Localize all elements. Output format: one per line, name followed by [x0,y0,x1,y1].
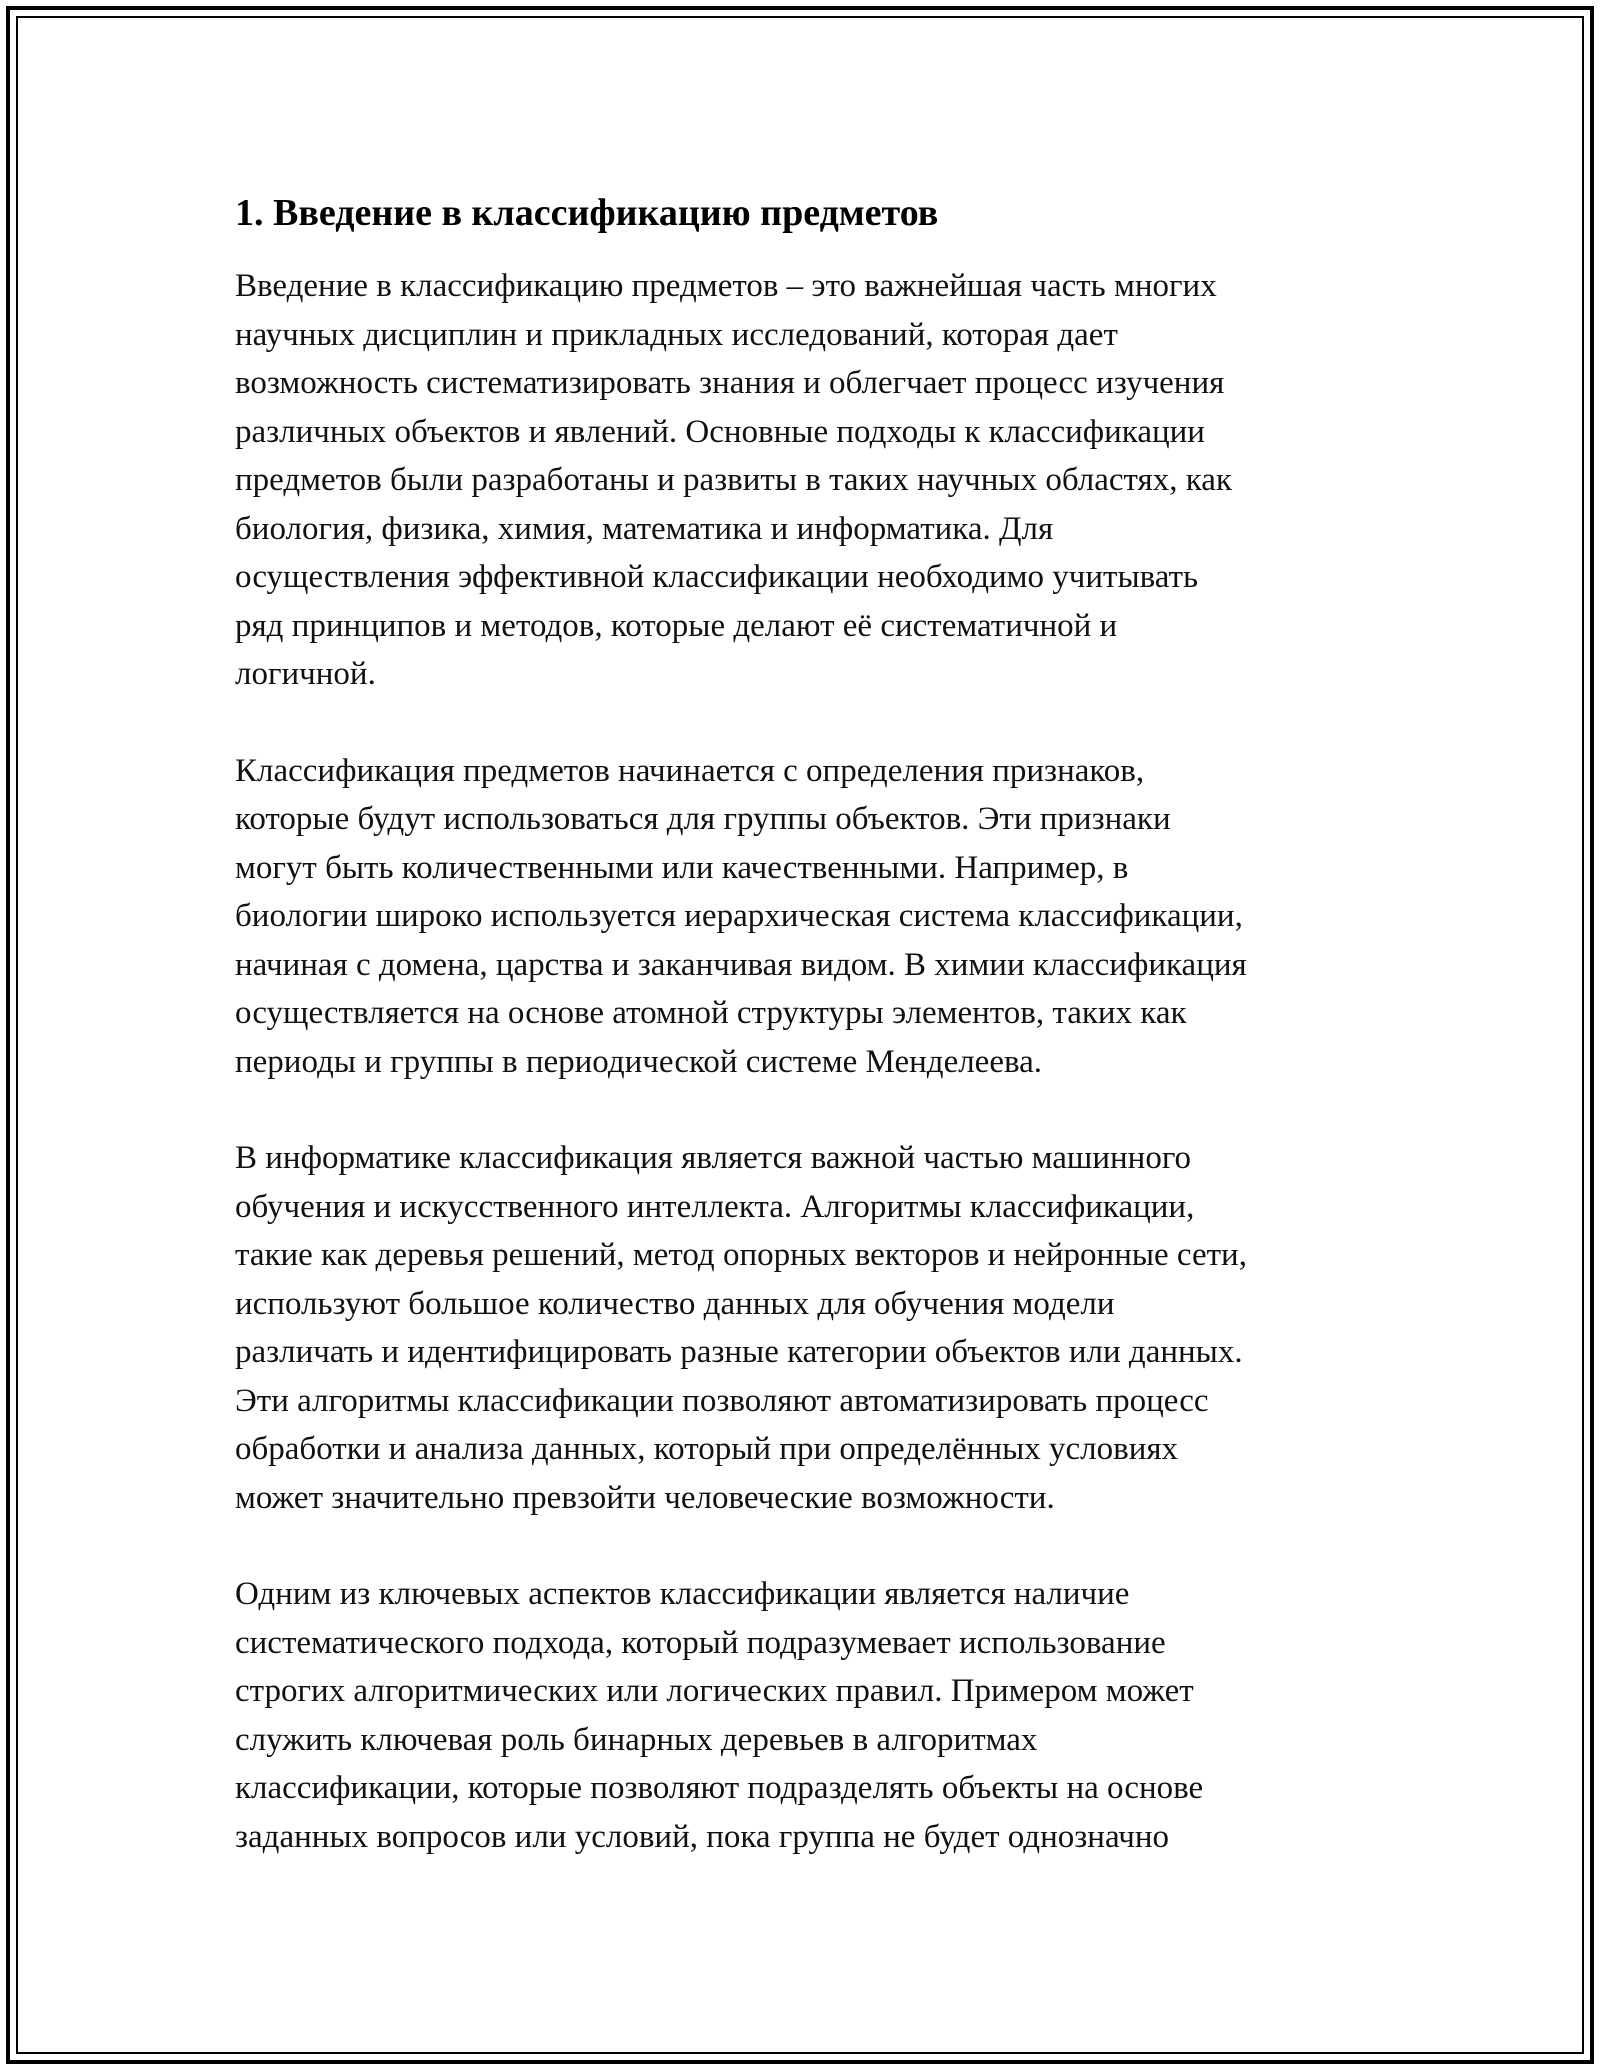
paragraph-line: Введение в классификацию предметов – это важнейшая часть многих [235,268,1217,304]
paragraph-line: обучения и искусственного интеллекта. Алгоритмы классификации, [235,1188,1195,1225]
paragraph-line: биологии широко используется иерархическая система классификации, [235,898,1243,934]
paragraph-line: начиная с домена, царства и заканчивая видом. В химии классификация [235,946,1247,983]
paragraph-line: различать и идентифицировать разные категории объектов или данных. [235,1334,1243,1370]
paragraph-line: которые будут использоваться для группы объектов. Эти признаки [235,801,1171,837]
paragraph-line: могут быть количественными или качественными. Например, в [235,849,1129,886]
paragraph-1 [235,262,1370,699]
paragraph-line: периоды и группы в периодической системе Менделеева. [235,1043,1043,1080]
paragraph-line: биология, физика, химия, математика и информатика. Для [235,510,1054,547]
paragraph-line: систематического подхода, который подразумевает использование [235,1624,1166,1661]
paragraph-2 [235,747,1370,1087]
paragraph-line: классификации, которые позволяют подразделять объекты на основе [235,1770,1204,1806]
paragraph-line: возможность систематизировать знания и облегчает процесс изучения [235,365,1225,401]
section-heading: 1. Введение в классификацию предметов [235,192,939,234]
paragraph-line: такие как деревья решений, метод опорных векторов и нейронные сети, [235,1237,1247,1273]
paragraph-line: различных объектов и явлений. Основные подходы к классификации [235,413,1205,450]
paragraph-line: строгих алгоритмических или логических правил. Примером может [235,1673,1194,1709]
paragraph-line: осуществляется на основе атомной структуры элементов, таких как [235,995,1187,1031]
paragraph-line: логичной. [235,656,376,692]
paragraph-line: осуществления эффективной классификации необходимо учитывать [235,559,1199,595]
paragraph-4 [235,1570,1370,1861]
paragraph-line: научных дисциплин и прикладных исследований, которая дает [235,316,1118,353]
paragraph-line: Классификация предметов начинается с определения признаков, [235,752,1145,789]
document-body [235,188,1370,1861]
paragraph-line: служить ключевая роль бинарных деревьев в алгоритмах [235,1721,1038,1758]
paragraph-line: предметов были разработаны и развиты в таких научных областях, как [235,462,1232,498]
paragraph-line: заданных вопросов или условий, пока группа не будет однозначно [235,1818,1170,1855]
paragraph-line: Одним из ключевых аспектов классификации является наличие [235,1576,1130,1612]
paragraph-line: обработки и анализа данных, который при определённых условиях [235,1431,1179,1467]
paragraph-line: ряд принципов и методов, которые делают её систематичной и [235,607,1118,644]
paragraph-line: Эти алгоритмы классификации позволяют автоматизировать процесс [235,1382,1209,1419]
paragraph-line: В информатике классификация является важной частью машинного [235,1140,1192,1176]
paragraph-line: используют большое количество данных для обучения модели [235,1285,1115,1322]
paragraph-3 [235,1134,1370,1522]
paragraph-line: может значительно превзойти человеческие возможности. [235,1479,1055,1516]
